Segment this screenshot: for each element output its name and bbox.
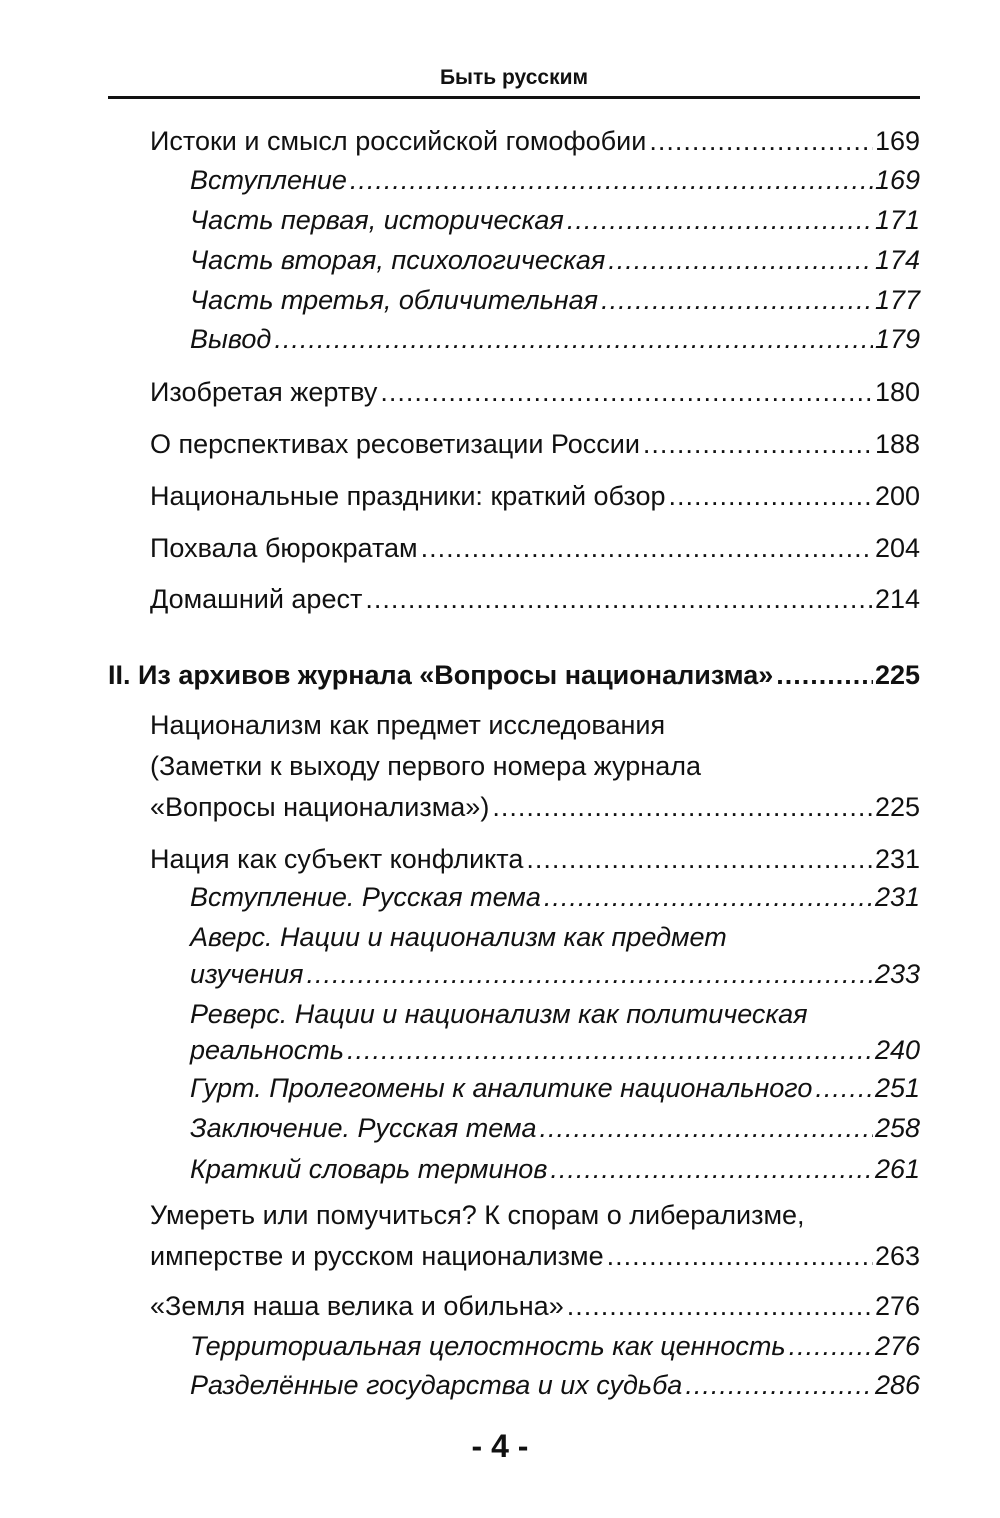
toc-entry — [190, 1327, 920, 1365]
toc-entry-title: изучения — [190, 959, 304, 989]
dot-leader — [365, 580, 873, 618]
dot-leader — [601, 281, 873, 319]
dot-leader — [567, 201, 873, 239]
toc-entry-page: 177 — [874, 285, 920, 315]
dot-leader — [347, 1031, 873, 1069]
toc-entry-title: Вступление — [190, 165, 347, 195]
dot-leader — [421, 529, 873, 567]
toc-entry-title: Изобретая жертву — [150, 377, 378, 407]
toc-entry-title: Часть вторая, психологическая — [190, 245, 606, 275]
toc-entry — [190, 1109, 920, 1147]
toc-entry — [190, 320, 920, 358]
toc-entry — [190, 201, 920, 239]
dot-leader — [492, 788, 873, 826]
toc-entry-page: 261 — [874, 1154, 920, 1184]
toc-entry-title: Нация как субъект конфликта — [150, 844, 524, 874]
toc-entry-title: Краткий словарь терминов — [190, 1154, 548, 1184]
toc-entry-title: II. Из архивов журнала «Вопросы национализма» — [108, 660, 774, 690]
toc-entry-title: Заключение. Русская тема — [190, 1113, 537, 1143]
toc-entry-title: Часть третья, обличительная — [190, 285, 599, 315]
dot-leader — [776, 656, 873, 694]
toc-entry-title: реальность — [190, 1035, 344, 1065]
toc-entry — [150, 373, 920, 411]
toc-entry-page: 258 — [874, 1113, 920, 1143]
toc-entry-title-line: Аверс. Нации и национализм как предмет — [190, 922, 727, 952]
toc-entry-title: имперстве и русском национализме — [150, 1241, 604, 1271]
toc-entry-page: 169 — [874, 165, 920, 195]
dot-leader — [380, 373, 873, 411]
toc-entry-page: 174 — [874, 245, 920, 275]
toc-entry — [190, 878, 920, 916]
dot-leader — [274, 320, 873, 358]
toc-entry-title-line: Умереть или помучиться? К спорам о либерализме, — [150, 1200, 805, 1230]
toc-entry — [190, 1150, 920, 1188]
toc-entry — [150, 425, 920, 463]
toc-entry — [190, 1366, 920, 1404]
toc-entry — [190, 955, 920, 993]
toc-entry-title: Разделённые государства и их судьба — [190, 1370, 683, 1400]
toc-entry-page: 225 — [874, 792, 920, 822]
toc-entry-page: 231 — [874, 882, 920, 912]
dot-leader — [685, 1366, 873, 1404]
toc-entry-page: 276 — [874, 1291, 920, 1321]
toc-entry-page: 233 — [874, 959, 920, 989]
dot-leader — [815, 1069, 873, 1107]
toc-entry-title: Домашний арест — [150, 584, 363, 614]
dot-leader — [550, 1150, 873, 1188]
toc-entry-page: 204 — [874, 533, 920, 563]
dot-leader — [544, 878, 873, 916]
toc-entry — [150, 477, 920, 515]
toc-entry — [190, 161, 920, 199]
dot-leader — [608, 241, 873, 279]
toc-entry-title-line: Реверс. Нации и национализм как политическая — [190, 999, 808, 1029]
toc-entry-title-line: (Заметки к выходу первого номера журнала — [150, 751, 701, 781]
toc-entry-page: 180 — [874, 377, 920, 407]
toc-entry-page: 169 — [874, 126, 920, 156]
dot-leader — [669, 477, 873, 515]
toc-entry-page: 171 — [874, 205, 920, 235]
toc-entry-title: Национальные праздники: краткий обзор — [150, 481, 666, 511]
toc-entry — [150, 1287, 920, 1325]
toc-entry-title: Территориальная целостность как ценность — [190, 1331, 786, 1361]
toc-entry-title: Вывод — [190, 324, 272, 354]
page-number: - 4 - — [471, 1428, 529, 1464]
toc-entry-title: Истоки и смысл российской гомофобии — [150, 126, 647, 156]
toc-entry-page: 231 — [874, 844, 920, 874]
running-head: Быть русским — [439, 66, 589, 89]
toc-entry — [150, 788, 920, 826]
toc-entry — [190, 1069, 920, 1107]
dot-leader — [789, 1327, 873, 1365]
toc-entry-title: «Вопросы национализма») — [150, 792, 490, 822]
toc-entry-page: 276 — [874, 1331, 920, 1361]
dot-leader — [539, 1109, 872, 1147]
toc-entry-title: О перспективах ресоветизации России — [150, 429, 640, 459]
toc-entry-page: 251 — [874, 1073, 920, 1103]
toc-entry — [190, 1031, 920, 1069]
toc-entry-title: Гурт. Пролегомены к аналитике национального — [190, 1073, 813, 1103]
toc-entry-title: Похвала бюрократам — [150, 533, 418, 563]
toc-entry-title: Часть первая, историческая — [190, 205, 564, 235]
toc-part-heading — [108, 656, 920, 694]
dot-leader — [567, 1287, 873, 1325]
toc-entry — [150, 580, 920, 618]
toc-entry — [190, 281, 920, 319]
toc-entry — [150, 840, 920, 878]
dot-leader — [649, 122, 873, 160]
toc-entry — [150, 529, 920, 567]
dot-leader — [350, 161, 873, 199]
dot-leader — [607, 1237, 873, 1275]
toc-entry-page: 240 — [874, 1035, 920, 1065]
toc-entry — [150, 1237, 920, 1275]
toc-entry-title-line: Национализм как предмет исследования — [150, 710, 666, 740]
toc-entry-page: 225 — [874, 660, 920, 690]
toc-entry-page: 200 — [874, 481, 920, 511]
toc-entry-page: 179 — [874, 324, 920, 354]
toc-entry-page: 214 — [874, 584, 920, 614]
dot-leader — [306, 955, 872, 993]
dot-leader — [526, 840, 873, 878]
toc-entry — [190, 241, 920, 279]
dot-leader — [643, 425, 873, 463]
toc-entry-page: 263 — [874, 1241, 920, 1271]
toc-entry-page: 188 — [874, 429, 920, 459]
toc-entry — [150, 122, 920, 160]
toc-entry-title: «Земля наша велика и обильна» — [150, 1291, 564, 1321]
toc-entry-page: 286 — [874, 1370, 920, 1400]
toc-entry-title: Вступление. Русская тема — [190, 882, 541, 912]
